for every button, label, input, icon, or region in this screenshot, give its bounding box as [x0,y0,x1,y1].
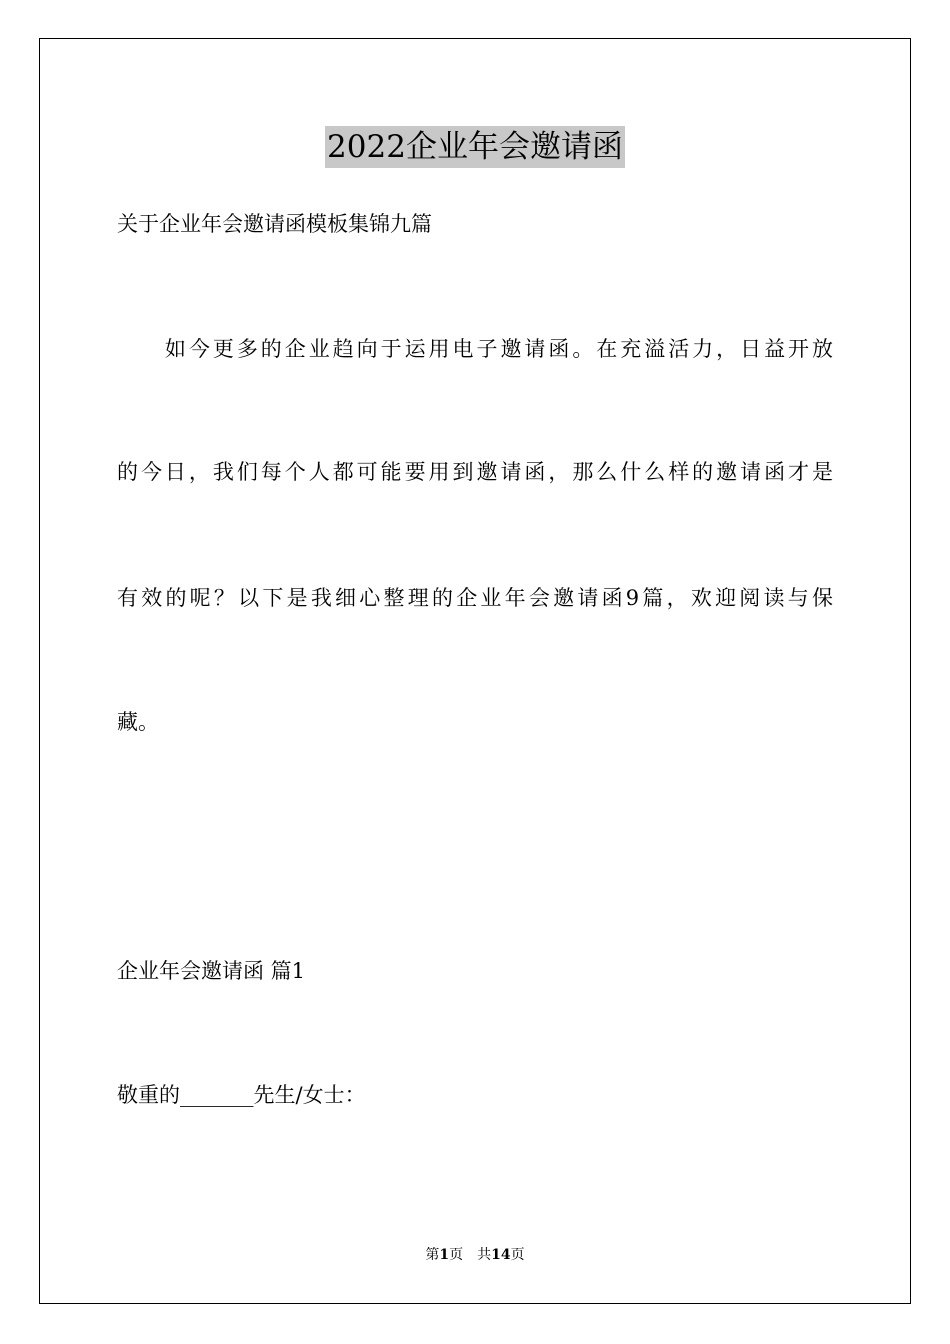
intro-line-3: 有效的呢？以下是我细心整理的企业年会邀请函9篇，欢迎阅读与保 [117,586,833,610]
salutation: 敬重的_______先生/女士： [117,1083,366,1107]
intro-line-1: 如今更多的企业趋向于运用电子邀请函。在充溢活力，日益开放 [117,337,833,361]
footer-page-mid: 页 共 [449,1247,492,1263]
footer-page-total: 14 [491,1247,511,1263]
intro-line-2: 的今日，我们每个人都可能要用到邀请函，那么什么样的邀请函才是 [117,460,833,484]
intro-line-4: 藏。 [117,710,159,734]
section-heading: 企业年会邀请函 篇1 [117,959,306,983]
page-footer [0,1245,950,1265]
title-container [0,126,950,168]
document-subtitle: 关于企业年会邀请函模板集锦九篇 [117,212,432,236]
footer-page-prefix: 第 [425,1247,440,1263]
document-title: 2022企业年会邀请函 [325,126,625,168]
footer-page-suffix: 页 [510,1247,525,1263]
footer-page-number: 1 [439,1247,450,1263]
